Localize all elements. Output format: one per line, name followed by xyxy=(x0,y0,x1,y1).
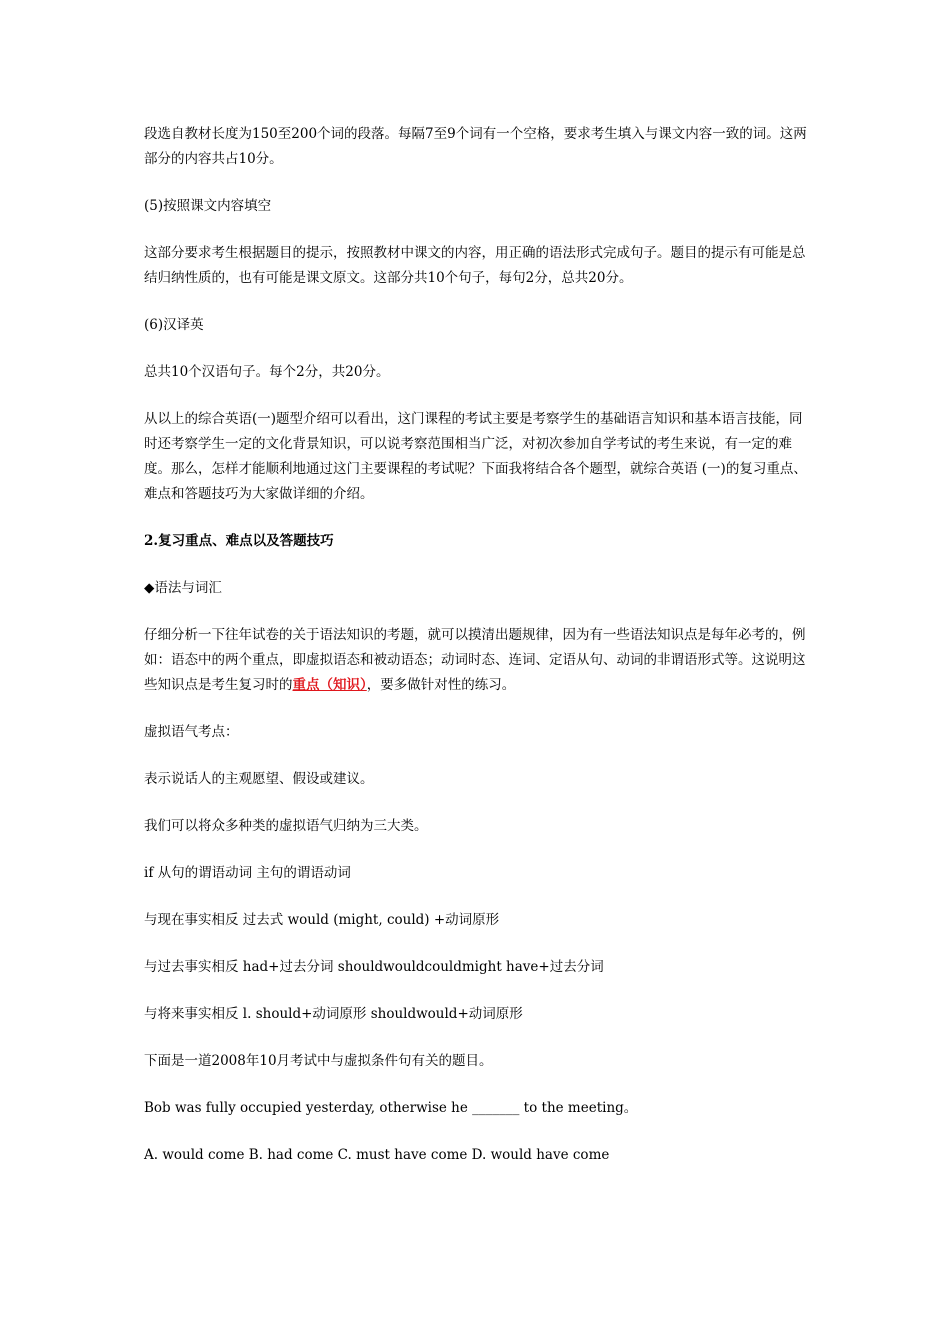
section-heading-review: 2.复习重点、难点以及答题技巧 xyxy=(144,533,334,549)
grammar-text-after: ，要多做针对性的练习。 xyxy=(366,677,516,693)
grammar-text-before: 仔细分析一下往年试卷的关于语法知识的考题，就可以摸清出题规律，因为有一些语法知识点是每年必考的，例如：语态中的两个重点，即虚拟语态和被动语态；动词时态、连词、定语从句、动词的非谓语形式等。这说明这些知识点是考生复习时的 xyxy=(144,627,806,693)
heading-fill-in-text: (5)按照课文内容填空 xyxy=(144,198,272,214)
exam-options: A. would come B. had come C. must have come D. would have come xyxy=(144,1147,610,1163)
paragraph-exam-intro: 下面是一道2008年10月考试中与虚拟条件句有关的题目。 xyxy=(144,1053,493,1069)
key-knowledge-link[interactable]: 重点（知识） xyxy=(292,677,367,693)
heading-grammar-vocabulary: ◆语法与词汇 xyxy=(144,580,222,596)
paragraph-subjunctive-def: 表示说话人的主观愿望、假设或建议。 xyxy=(144,771,374,787)
heading-subjunctive: 虚拟语气考点： xyxy=(144,724,239,740)
rule-past-row: 与过去事实相反 had+过去分词 shouldwouldcouldmight have+过去分词 xyxy=(144,959,604,975)
rule-present-row: 与现在事实相反 过去式 would (might, could) +动词原形 xyxy=(144,912,500,928)
paragraph-summary: 从以上的综合英语(一)题型介绍可以看出，这门课程的考试主要是考察学生的基础语言知识和基本语言技能，同时还考察学生一定的文化背景知识，可以说考察范围相当广泛，对初次参加自学考试的考生来说，有一定的难度。那么，怎样才能顺利地通过这门主要课程的考试呢？下面我将结合各个题型，就综合英语 (一)的复习重点、难点和答题技巧为大家做详细的介绍。 xyxy=(144,411,807,502)
paragraph-translation: 总共10个汉语句子。每个2分，共20分。 xyxy=(144,364,390,380)
paragraph-grammar-analysis xyxy=(144,623,814,698)
document-body xyxy=(144,122,814,1190)
heading-chinese-to-english: (6)汉译英 xyxy=(144,317,204,333)
paragraph-fill-in-text: 这部分要求考生根据题目的提示，按照教材中课文的内容，用正确的语法形式完成句子。题目的提示有可能是总结归纳性质的，也有可能是课文原文。这部分共10个句子，每句2分，总共20分。 xyxy=(144,245,806,286)
paragraph-subjunctive-types: 我们可以将众多种类的虚拟语气归纳为三大类。 xyxy=(144,818,428,834)
rule-future-row: 与将来事实相反 l. should+动词原形 shouldwould+动词原形 xyxy=(144,1006,523,1022)
paragraph-cloze-intro: 段选自教材长度为150至200个词的段落。每隔7至9个词有一个空格，要求考生填入与课文内容一致的词。这两部分的内容共占10分。 xyxy=(144,126,807,167)
exam-question: Bob was fully occupied yesterday, otherwise he _______ to the meeting。 xyxy=(144,1100,638,1116)
rule-header-row: if 从句的谓语动词 主句的谓语动词 xyxy=(144,865,351,881)
